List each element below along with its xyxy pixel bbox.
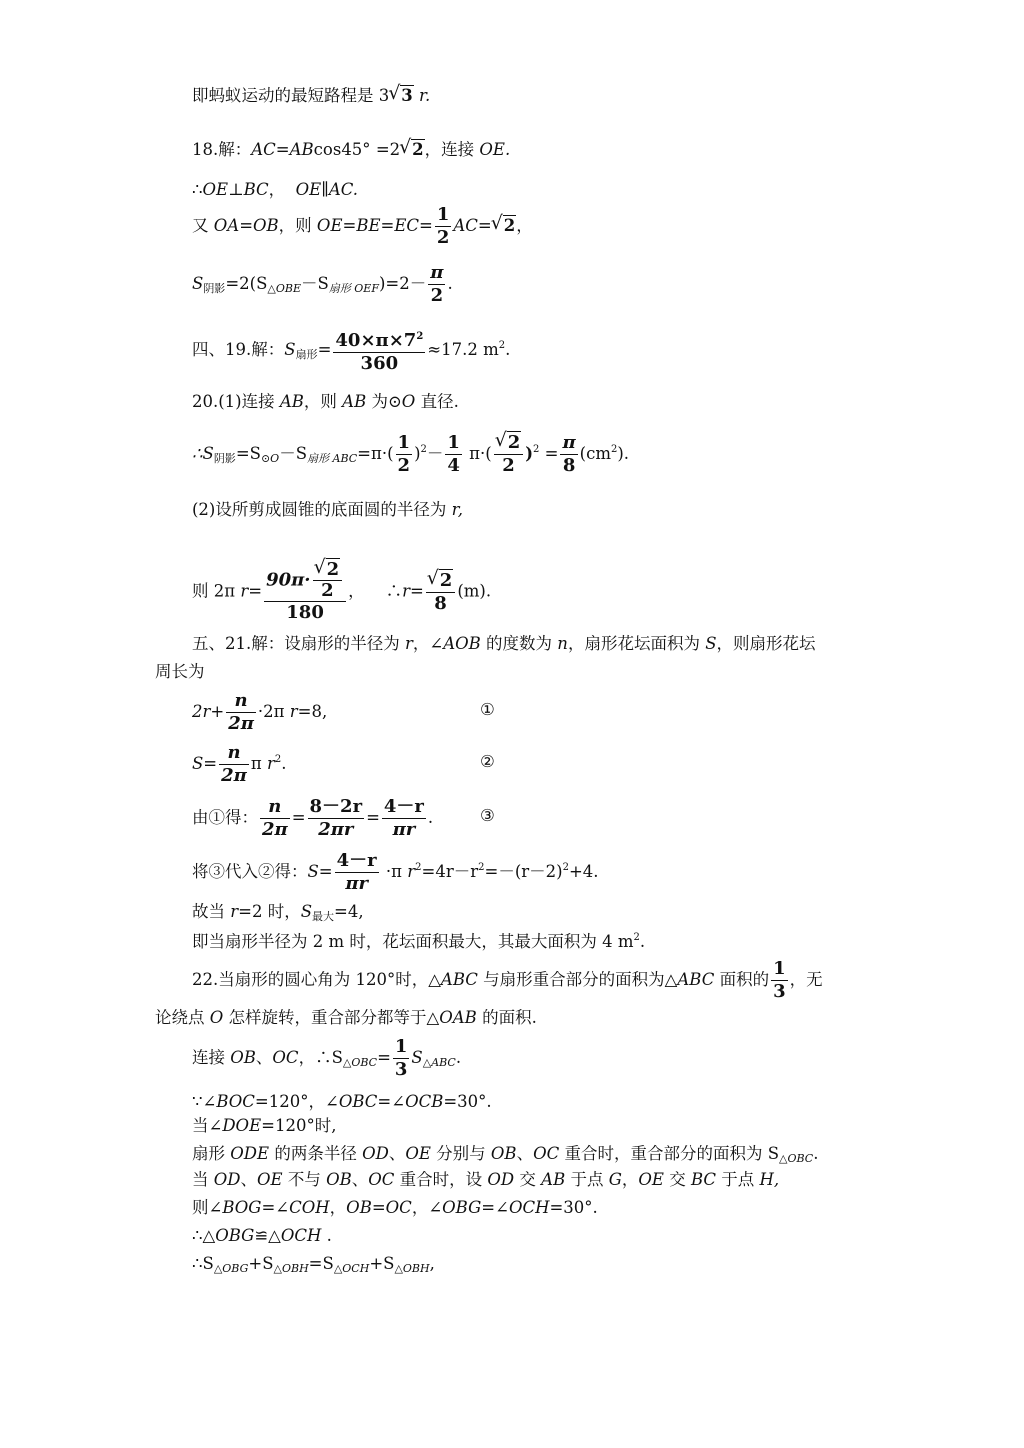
text-line-27: ∴△OBG≌△OCH .: [192, 1226, 332, 1245]
fraction: √ $\frac{2}{2}$: [494, 432, 524, 477]
text-line-9: (2)设所剪成圆锥的底面圆的半径为 r,: [192, 500, 463, 519]
text-line-13: 2r+ $\frac{n}{2\pi}$ ·2π r=8,: [192, 690, 328, 734]
sqrt-symbol: √ 2: [492, 214, 516, 238]
fraction: $\frac{4-r}{\pi r}$: [336, 850, 377, 894]
fraction: $\frac{n}{2\pi}$: [228, 690, 254, 734]
text-line-28: $\therefore S_{\triangle OBG}+S_{\triangle OBH}=S_{\triangle OCH}+S_{\triangle OBH}$,: [192, 1254, 435, 1275]
fraction: $\frac{8-2r}{2\pi r}$: [309, 796, 363, 840]
fraction: $\frac{40\times\pi\times 7^2}{360}$: [333, 326, 425, 375]
text-line-14: S= $\frac{n}{2\pi}$ π $r^2$.: [192, 742, 287, 786]
fraction: $\frac{n}{2\pi}$: [221, 742, 247, 786]
fraction: $\frac{1}{2}$: [397, 432, 411, 476]
fraction: $\frac{1}{4}$: [447, 432, 460, 476]
text-line-12: 周长为: [155, 662, 205, 681]
text-line-7: 20.(1)连接 AB，则 AB 为⊙O 直径.: [192, 392, 459, 411]
text-line-8: $\therefore S_{阴影}=S_{⊙O}-S_{扇形 ABC}=\pi\cdot$( $\frac{1}{2}$ )$^2$－ $\frac{1}{4}$ π·( √ $\frac{2}{2}$ )$^2$ = $\frac{\pi}{8}$ $(cm^2)$.: [192, 432, 629, 477]
text-line-22: ∵∠BOC=120°，∠OBC=∠OCB=30°.: [192, 1092, 492, 1111]
text-line-20: 论绕点 O 怎样旋转，重合部分都等于△OAB 的面积.: [155, 1008, 537, 1027]
text-line-2: 18.解：AC=ABcos45° =2√ 2，连接 OE.: [192, 138, 510, 162]
text-line-24: 扇形 ODE 的两条半径 OD、OE 分别与 OB、OC 重合时，重合部分的面积为 $S_{\triangle OBC}$.: [192, 1144, 819, 1165]
fraction: $\frac{\pi}{2}$: [430, 262, 444, 306]
fraction: √ $\frac{2}{2}$: [313, 560, 343, 601]
text-line-26: 则∠BOG=∠COH，OB=OC，∠OBG=∠OCH=30°.: [192, 1198, 598, 1217]
sqrt-symbol: √ 3: [389, 84, 413, 108]
text-line-21: 连接 OB、OC，$\therefore S_{\triangle OBC}=$ $\frac{1}{3}$ $S_{\triangle ABC}$.: [192, 1036, 462, 1080]
fraction: $\frac{n}{2\pi}$: [262, 796, 288, 840]
text-line-10: 则 2π r= 90π· √ $\frac{2}{2}$ 180 ， ∴r= √ $\frac{2}{8}$ (m).: [192, 560, 491, 624]
fraction: 90π· √ $\frac{2}{2}$ 180: [264, 560, 346, 624]
text-line-4: 又 OA=OB，则 OE=BE=EC= $\frac{1}{2}$ AC=√ 2，: [192, 204, 533, 249]
text-line-16: 将③代入②得：S= $\frac{4-r}{\pi r}$ ·π $r^2=4r-r^2=-(r-2)^2+4$.: [192, 850, 599, 894]
sqrt-symbol: √ 2: [315, 560, 341, 580]
text-line-5: $S_{阴影}=2(S_{\triangle OBE}-S_{扇形 OEF})=2-$ $\frac{\pi}{2}$ .: [192, 262, 453, 306]
sqrt-symbol: √ 2: [428, 570, 454, 592]
equation-tag-2: ②: [480, 752, 495, 771]
text-line-18: 即当扇形半径为 2 m 时，花坛面积最大，其最大面积为 4 $m^2$.: [192, 932, 646, 951]
text-line-1: 即蚂蚁运动的最短路程是 3√ 3 r.: [192, 84, 430, 108]
sqrt-symbol: √ 2: [496, 432, 522, 454]
text-line-6: 四、19.解：$S_{扇形}=$ $\frac{40\times\pi\times 7^2}{360}$ ≈17.2 $m^2$.: [192, 326, 510, 375]
text-line-23: 当∠DOE=120°时,: [192, 1116, 337, 1135]
text-line-17: 故当 r=2 时，$S_{最大}=4$,: [192, 902, 364, 923]
text-line-25: 当 OD、OE 不与 OB、OC 重合时，设 OD 交 AB 于点 G，OE 交 BC 于点 H,: [192, 1170, 780, 1189]
fraction: √ $\frac{2}{8}$: [426, 570, 456, 615]
text-line-3: ∴OE⊥BC， OE∥AC.: [192, 180, 359, 199]
fraction: $\frac{1}{3}$: [773, 958, 786, 1002]
text-line-19: 22.当扇形的圆心角为 120°时，△ABC 与扇形重合部分的面积为△ABC 面积的 $\frac{1}{3}$ ，无: [192, 958, 823, 1002]
text-line-11: 五、21.解：设扇形的半径为 r，∠AOB 的度数为 n，扇形花坛面积为 S，则扇形花坛: [192, 634, 816, 653]
sqrt-symbol: √ 2: [400, 138, 424, 162]
fraction: $\frac{1}{2}$: [436, 204, 450, 248]
equation-tag-1: ①: [480, 700, 495, 719]
fraction: $\frac{\pi}{8}$: [562, 432, 576, 476]
fraction: $\frac{1}{3}$: [394, 1036, 408, 1080]
fraction: $\frac{4-r}{\pi r}$: [383, 796, 424, 840]
text-line-15: 由①得： $\frac{n}{2\pi}$ = $\frac{8-2r}{2\pi r}$ = $\frac{4-r}{\pi r}$ .: [192, 796, 434, 840]
equation-tag-3: ③: [480, 806, 495, 825]
